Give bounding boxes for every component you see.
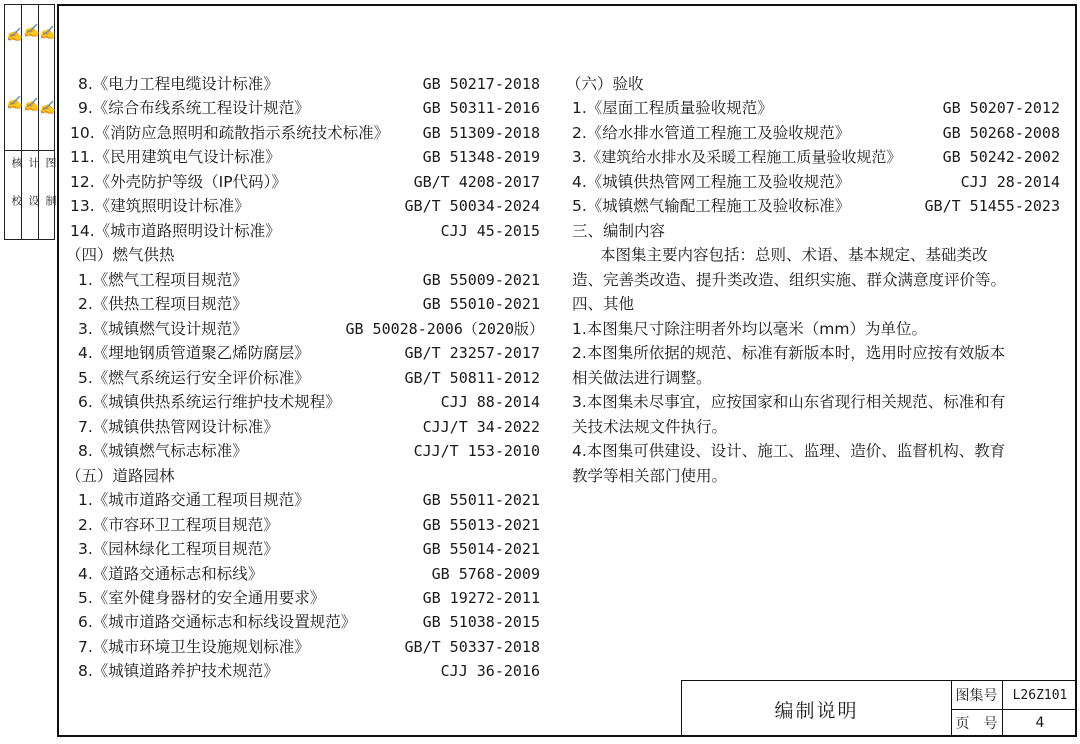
standard-code: GB 55014-2021 bbox=[422, 540, 540, 558]
strip-label-zhi: 制 bbox=[44, 195, 57, 212]
list-item: 8.《电力工程电缆设计标准》 bbox=[78, 75, 279, 93]
standard-code: CJJ 88-2014 bbox=[440, 393, 540, 411]
list-item: 7.《城市环境卫生设施规划标准》 bbox=[78, 638, 310, 656]
standard-code: CJJ 45-2015 bbox=[440, 222, 540, 240]
paragraph-line: 本图集主要内容包括：总则、术语、基本规定、基础类改 bbox=[600, 246, 988, 264]
signature-strip bbox=[4, 4, 55, 240]
section-heading-acceptance: （六）验收 bbox=[566, 75, 644, 93]
list-item: 1.《燃气工程项目规范》 bbox=[78, 271, 248, 289]
section-heading-contents: 三、编制内容 bbox=[572, 222, 666, 240]
signature-2: ✍ bbox=[24, 23, 39, 39]
list-item: 1.《屋面工程质量验收规范》 bbox=[572, 99, 773, 117]
list-item: 6.《城镇供热系统运行维护技术规程》 bbox=[78, 393, 341, 411]
standard-code: GB/T 51455-2023 bbox=[924, 197, 1060, 215]
atlas-no-value: L26Z101 bbox=[1012, 687, 1068, 703]
standard-code: CJJ/T 34-2022 bbox=[422, 418, 540, 436]
standard-code: GB 50268-2008 bbox=[942, 124, 1060, 142]
signature-5: ✍ bbox=[24, 97, 39, 113]
signature-6: ✍ bbox=[40, 100, 55, 116]
standard-code: GB 50217-2018 bbox=[422, 75, 540, 93]
list-item: 2.《给水排水管道工程施工及验收规范》 bbox=[572, 124, 851, 142]
standard-code: GB 50207-2012 bbox=[942, 99, 1060, 117]
standard-code: GB 51038-2015 bbox=[422, 613, 540, 631]
paragraph-line: 教学等相关部门使用。 bbox=[572, 467, 728, 485]
standard-code: GB/T 50034-2024 bbox=[404, 197, 540, 215]
strip-label-jiao: 校 bbox=[10, 195, 23, 212]
paragraph-line: 2.本图集所依据的规范、标准有新版本时，选用时应按有效版本 bbox=[572, 344, 1006, 362]
strip-label-he: 核 bbox=[10, 157, 23, 174]
signature-4: ✍ bbox=[7, 95, 22, 111]
standard-code: GB 50242-2002 bbox=[942, 148, 1060, 166]
paragraph-line: 相关做法进行调整。 bbox=[572, 369, 712, 387]
page-no-value: 4 bbox=[1035, 715, 1045, 731]
standard-code: GB/T 23257-2017 bbox=[404, 344, 540, 362]
standard-code: CJJ 28-2014 bbox=[960, 173, 1060, 191]
standard-code: GB/T 50337-2018 bbox=[404, 638, 540, 656]
standard-code: GB 19272-2011 bbox=[422, 589, 540, 607]
list-item: 5.《室外健身器材的安全通用要求》 bbox=[78, 589, 326, 607]
section-heading-road: （五）道路园林 bbox=[66, 467, 175, 485]
list-item: 2.《供热工程项目规范》 bbox=[78, 295, 248, 313]
standard-code: GB 55009-2021 bbox=[422, 271, 540, 289]
page-no-label: 页 号 bbox=[955, 716, 998, 732]
atlas-no-label: 图集号 bbox=[955, 688, 998, 704]
standard-code: GB 55010-2021 bbox=[422, 295, 540, 313]
section-heading-other: 四、其他 bbox=[572, 295, 635, 313]
list-item: 9.《综合布线系统工程设计规范》 bbox=[78, 99, 310, 117]
paragraph-line: 关技术法规文件执行。 bbox=[572, 418, 728, 436]
standard-code: GB/T 50811-2012 bbox=[404, 369, 540, 387]
list-item: 4.《埋地钢质管道聚乙烯防腐层》 bbox=[78, 344, 310, 362]
list-item: 3.《城镇燃气设计规范》 bbox=[78, 320, 248, 338]
paragraph-line: 3.本图集未尽事宜，应按国家和山东省现行相关规范、标准和有 bbox=[572, 393, 1006, 411]
list-item: 4.《道路交通标志和标线》 bbox=[78, 565, 264, 583]
standard-code: GB 50311-2016 bbox=[422, 99, 540, 117]
standard-code: GB 51309-2018 bbox=[422, 124, 540, 142]
standard-code: GB 55013-2021 bbox=[422, 516, 540, 534]
standard-code: GB 5768-2009 bbox=[431, 565, 540, 583]
standard-code: GB 55011-2021 bbox=[422, 491, 540, 509]
paragraph-line: 1.本图集尺寸除注明者外均以毫米（mm）为单位。 bbox=[572, 320, 927, 338]
strip-label-ji: 计 bbox=[27, 157, 40, 174]
section-heading-gas: （四）燃气供热 bbox=[66, 246, 175, 264]
list-item: 8.《城镇道路养护技术规范》 bbox=[78, 662, 279, 680]
signature-3: ✍ bbox=[40, 25, 55, 41]
list-item: 5.《燃气系统运行安全评价标准》 bbox=[78, 369, 310, 387]
standard-code: CJJ/T 153-2010 bbox=[413, 442, 540, 460]
standard-code: CJJ 36-2016 bbox=[440, 662, 540, 680]
list-item: 7.《城镇供热管网设计标准》 bbox=[78, 418, 279, 436]
paragraph-line: 4.本图集可供建设、设计、施工、监理、造价、监督机构、教育 bbox=[572, 442, 1006, 460]
list-item: 14.《城市道路照明设计标准》 bbox=[70, 222, 281, 240]
list-item: 8.《城镇燃气标志标准》 bbox=[78, 442, 248, 460]
list-item: 1.《城市道路交通工程项目规范》 bbox=[78, 491, 310, 509]
standard-code: GB/T 4208-2017 bbox=[413, 173, 540, 191]
list-item: 4.《城镇供热管网工程施工及验收规范》 bbox=[572, 173, 851, 191]
drawing-title: 编制说明 bbox=[774, 699, 859, 722]
list-item: 6.《城市道路交通标志和标线设置规范》 bbox=[78, 613, 357, 631]
list-item: 2.《市容环卫工程项目规范》 bbox=[78, 516, 279, 534]
list-item: 10.《消防应急照明和疏散指示系统技术标准》 bbox=[70, 124, 390, 142]
list-item: 13.《建筑照明设计标准》 bbox=[70, 197, 250, 215]
title-block bbox=[681, 680, 1077, 737]
standard-code: GB 50028-2006（2020版） bbox=[345, 320, 544, 338]
strip-label-tu: 图 bbox=[44, 157, 57, 174]
standard-code: GB 51348-2019 bbox=[422, 148, 540, 166]
list-item: 12.《外壳防护等级（IP代码）》 bbox=[70, 173, 287, 191]
paragraph-line: 造、完善类改造、提升类改造、组织实施、群众满意度评价等。 bbox=[572, 271, 1007, 289]
list-item: 3.《建筑给水排水及采暖工程施工质量验收规范》 bbox=[572, 148, 902, 166]
list-item: 11.《民用建筑电气设计标准》 bbox=[70, 148, 281, 166]
signature-1: ✍ bbox=[7, 27, 22, 43]
strip-label-she: 设 bbox=[27, 195, 40, 212]
list-item: 5.《城镇燃气输配工程施工及验收标准》 bbox=[572, 197, 851, 215]
list-item: 3.《园林绿化工程项目规范》 bbox=[78, 540, 279, 558]
